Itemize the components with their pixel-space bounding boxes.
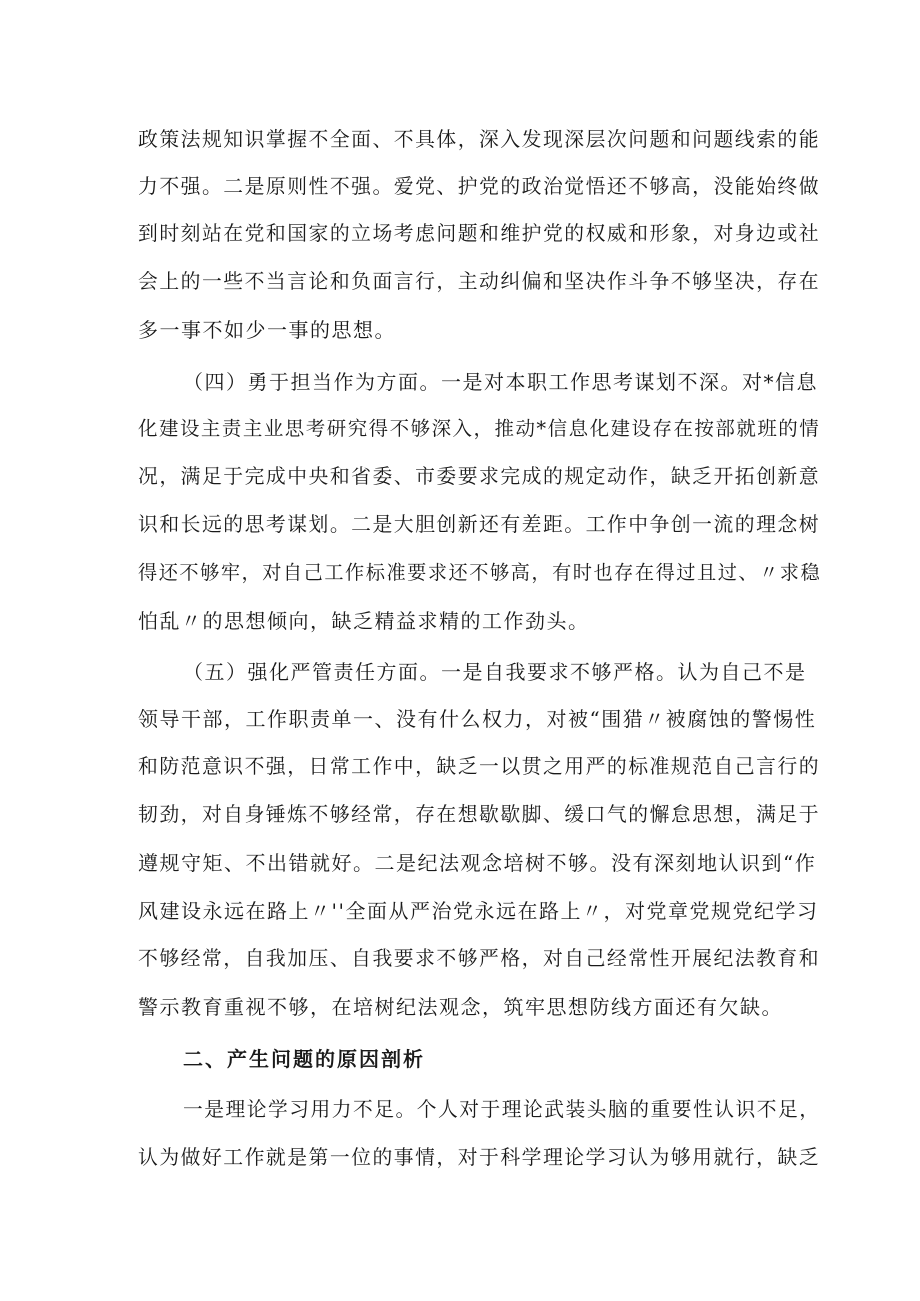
body-line: 多一事不如少一事的思想。: [138, 318, 396, 342]
body-line: 政策法规知识掌握不全面、不具体，深入发现深层次问题和问题线索的能: [138, 128, 821, 151]
body-line: 认为做好工作就是第一位的事情，对于科学理论学习认为够用就行，缺乏: [138, 1146, 821, 1169]
section-paragraph-5: （五）强化严管责任方面。一是自我要求不够严格。认为自己不是: [183, 660, 807, 684]
body-line: 况，满足于完成中央和省委、市委要求完成的规定动作，缺乏开拓创新意: [138, 465, 821, 488]
body-line: 化建设主责主业思考研究得不够深入，推动*信息化建设存在按部就班的情: [138, 417, 821, 440]
body-line: 力不强。二是原则性不强。爱党、护党的政治觉悟还不够高，没能始终做: [138, 175, 821, 198]
body-line: 领导干部，工作职责单一、没有什么权力，对被“围猎〃被腐蚀的警惕性: [138, 707, 817, 731]
body-line: 会上的一些不当言论和负面言行，主动纠偏和坚决作斗争不够坚决，存在: [138, 270, 821, 293]
body-line: 韧劲，对自身锤炼不够经常，存在想歇歇脚、缓口气的懈怠思想，满足于: [138, 803, 821, 826]
body-line: 得还不够牢，对自己工作标准要求还不够高，有时也存在得过且过、〃求稳: [138, 561, 822, 584]
body-line: 一是理论学习用力不足。个人对于理论武装头脑的重要性认识不足，: [183, 1098, 821, 1121]
body-line: 风建设永远在路上〃''全面从严治党永远在路上〃，对党章党规党纪学习: [138, 899, 819, 923]
body-line: 遵规守矩、不出错就好。二是纪法观念培树不够。没有深刻地认识到“作: [138, 851, 817, 875]
body-line: 怕乱〃的思想倾向，缺乏精益求精的工作劲头。: [138, 609, 590, 633]
body-line: 不够经常，自我加压、自我要求不够严格，对自己经常性开展纪法教育和: [138, 947, 821, 970]
body-line: 到时刻站在党和国家的立场考虑问题和维护党的权威和形象，对身边或社: [138, 222, 821, 245]
body-line: 识和长远的思考谋划。二是大胆创新还有差距。工作中争创一流的理念树: [138, 513, 821, 536]
body-line: 警示教育重视不够，在培树纪法观念，筑牢思想防线方面还有欠缺。: [138, 995, 783, 1019]
section-paragraph-4: （四）勇于担当作为方面。一是对本职工作思考谋划不深。对*信息: [183, 370, 818, 394]
section-heading: 二、产生问题的原因剖析: [183, 1047, 425, 1071]
body-line: 和防范意识不强，日常工作中，缺乏一以贯之用严的标准规范自己言行的: [138, 755, 821, 778]
